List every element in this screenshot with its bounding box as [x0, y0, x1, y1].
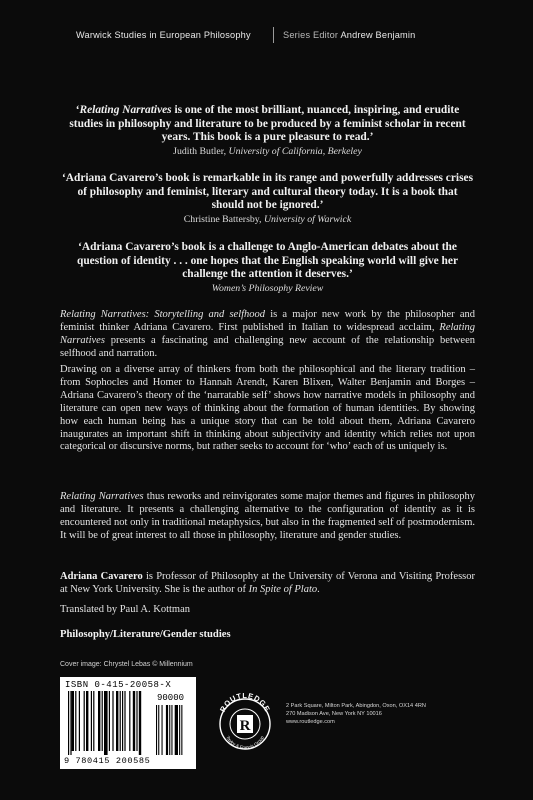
barcode-bar [109, 691, 110, 751]
description-paragraph-1: Relating Narratives: Storytelling and selfhood is a major new work by the philosopher and feminist thinker Adriana Cavarero. First published in Italian to widespread acclaim, Relating Narratives presents a fascinating and challenging new account of the relationship between selfhood and narration. [60, 309, 475, 359]
barcode-bar [93, 691, 94, 751]
address-line: www.routledge.com [286, 719, 335, 725]
barcode-bar [86, 691, 88, 751]
subject-category: Philosophy/Literature/Gender studies [60, 629, 231, 640]
barcode-bar [124, 691, 125, 751]
review-quote-2 [60, 172, 475, 226]
barcode-bar [129, 691, 130, 751]
quote-attribution: Women’s Philosophy Review [211, 282, 324, 294]
barcode-bars [64, 691, 192, 755]
barcode-bar [102, 691, 103, 751]
address-line: 2 Park Square, Milton Park, Abingdon, Oxon, OX14 4RN [286, 703, 426, 709]
review-quote-1 [60, 104, 475, 158]
barcode-bar [120, 691, 121, 751]
logo-monogram: R [239, 718, 251, 734]
barcode-bar [98, 691, 100, 751]
addon-bar [171, 705, 172, 755]
review-quote-3 [60, 241, 475, 295]
series-editor-name: Andrew Benjamin [340, 30, 416, 40]
quote-attribution: Christine Battersby, University of Warwick [183, 213, 352, 225]
barcode-bar [133, 691, 135, 751]
translator-credit: Translated by Paul A. Kottman [60, 604, 190, 615]
barcode-bar [104, 691, 108, 755]
barcode-bar [72, 691, 74, 751]
quote-text: ‘Adriana Cavarero’s book is a challenge to Anglo-American debates about the question of identity . . . one hopes that the English speaking world will give her challenge the attention it deserves.’ [77, 241, 458, 281]
publisher-address [286, 702, 476, 726]
barcode-bar [136, 691, 137, 751]
description-paragraph-3: Relating Narratives thus reworks and reinvigorates some major themes and figures in philosophy and literature. It presents a challenging alternative to the configuration of identity as it is encountered not only in traditional metaphysics, but also in the fragmented self of postmodernism. It will be of great interest to all those in philosophy, literature and gender studies. [60, 491, 475, 541]
publisher-name: ROUTLEDGE [217, 691, 273, 714]
barcode-bar [91, 691, 92, 751]
barcode-bar [84, 691, 85, 751]
routledge-logo [214, 678, 276, 778]
quote-attribution: Judith Butler, University of California, Berkeley [173, 145, 362, 157]
ean-number: 9 780415 200585 [64, 756, 151, 766]
cover-image-credit: Cover image: Chrystel Lebas © Millennium [60, 661, 193, 668]
series-editor-role: Series Editor [283, 30, 339, 40]
isbn-barcode [60, 677, 196, 769]
price-code: 90000 [157, 693, 185, 703]
barcode-bar [116, 691, 118, 751]
addon-bar [158, 705, 159, 755]
barcode-bar [112, 691, 113, 751]
addon-bar [181, 705, 182, 755]
addon-bar [175, 705, 178, 755]
series-editor [283, 30, 415, 40]
series-header [0, 22, 533, 48]
address-line: 270 Madison Ave, New York NY 10016 [286, 711, 382, 717]
barcode-bar [68, 691, 69, 755]
author-bio: Adriana Cavarero is Professor of Philosophy at the University of Verona and Visiting Professor at New York University. She is the author of In Spite of Plato. [60, 571, 475, 595]
quote-text: ‘Adriana Cavarero’s book is remarkable in its range and powerfully addresses crises of philosophy and feminist, literary and cultural theory today. It is a book that should not be ignored.’ [61, 172, 473, 212]
barcode-bar [122, 691, 123, 751]
addon-bar [169, 705, 170, 755]
barcode-bar [70, 691, 71, 755]
addon-bar [179, 705, 180, 755]
addon-bar [156, 705, 157, 755]
addon-bar [166, 705, 168, 755]
publisher-group: Taylor & Francis Group [225, 735, 265, 750]
quote-text: ‘Relating Narratives is one of the most brilliant, nuanced, inspiring, and erudite studies in philosophy and literature to be produced by a feminist scholar in recent years. This book is a pure pleasure to read.’ [69, 104, 466, 144]
barcode-bar [139, 691, 141, 755]
book-title: Relating Narratives [79, 104, 172, 116]
description-paragraph-2: Drawing on a diverse array of thinkers from both the philosophical and the literary tradition – from Sophocles and Homer to Hannah Arendt, Karen Blixen, Walter Benjamin and Borges – Adriana Cavarero’s theory of the ‘narratable self’ shows how narrative models in philosophy and literature can open new ways of thinking about the formation of human identities. By showing how each human being has a unique story that can be told about them, Adriana Cavarero inaugurates an important shift in thinking about subjectivity and identity which relies not upon categorical or discursive norms, but rather seeks to account for ‘who’ each of us uniquely is. [60, 364, 475, 453]
isbn-number: ISBN 0-415-20058-X [65, 680, 172, 690]
series-divider [273, 27, 274, 43]
barcode-bar [75, 691, 76, 751]
barcode-bar [79, 691, 80, 751]
addon-bar [162, 705, 163, 755]
series-title: Warwick Studies in European Philosophy [76, 30, 251, 40]
